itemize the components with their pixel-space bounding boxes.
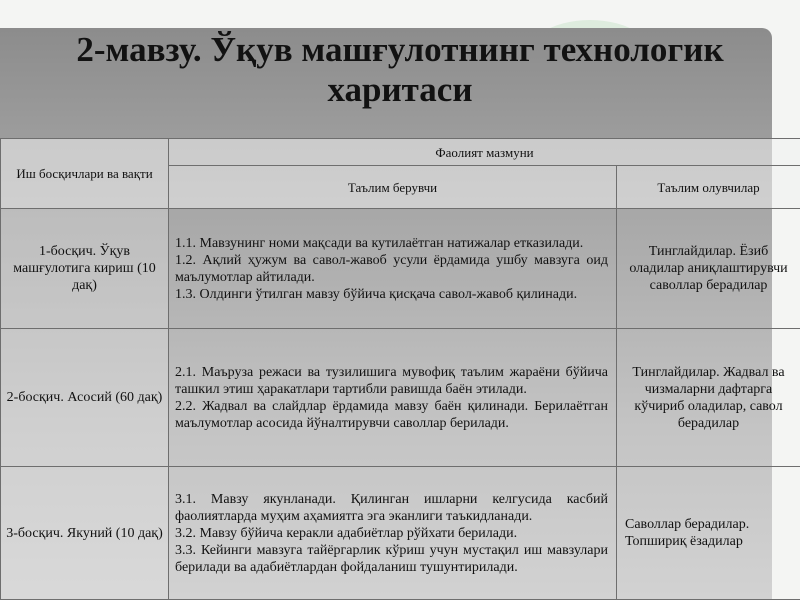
teacher-item: 3.1. Мавзу якунланади. Қилинган ишларни келгусида касбий фаолиятларда муҳим аҳамиятга эга эканлиги таъкидланади. xyxy=(175,491,608,524)
teacher-cell xyxy=(169,467,617,600)
learner-cell: Саволлар берадилар. Топшириқ ёзадилар xyxy=(617,467,800,600)
table-row xyxy=(1,467,800,600)
stage-cell: 2-босқич. Асосий (60 дақ) xyxy=(1,329,169,467)
teacher-item: 1.3. Олдинги ўтилган мавзу бўйича қисқача савол-жавоб қилинади. xyxy=(175,286,578,302)
page-title xyxy=(0,30,800,110)
teacher-cell xyxy=(169,209,617,329)
teacher-cell xyxy=(169,329,617,467)
table-row xyxy=(1,329,800,467)
teacher-item: 3.3. Кейинги мавзуга тайёргарлик кўриш учун мустақил иш мавзулари берилади ва адабиётлардан фойдаланиш тушунтирилади. xyxy=(175,542,608,575)
teacher-item: 1.1. Мавзунинг номи мақсади ва кутилаётган натижалар етказилади. xyxy=(175,235,584,251)
header-teacher: Таълим берувчи xyxy=(169,166,617,209)
header-learner: Таълим олувчилар xyxy=(617,166,800,209)
stage-cell: 3-босқич. Якуний (10 дақ) xyxy=(1,467,169,600)
teacher-item: 1.2. Ақлий ҳужум ва савол-жавоб усули ёрдамида ушбу мавзуга оид маълумотлар айтилади. xyxy=(175,252,608,285)
learner-cell: Тинглайдилар. Жадвал ва чизмаларни дафтарга кўчириб оладилар, савол берадилар xyxy=(617,329,800,467)
table-row xyxy=(1,209,800,329)
technology-map-table xyxy=(0,138,800,600)
teacher-item: 3.2. Мавзу бўйича керакли адабиётлар рўйхати берилади. xyxy=(175,525,518,541)
stage-cell: 1-босқич. Ўқув машғулотига кириш (10 дақ) xyxy=(1,209,169,329)
teacher-item: 2.1. Маъруза режаси ва тузилишига мувофиқ таълим жараёни бўйича ташкил этиш ҳаракатлари тартибли равишда баён этилади. xyxy=(175,364,608,397)
header-activity: Фаолият мазмуни xyxy=(169,139,800,166)
title-line: харитаси xyxy=(327,70,473,109)
teacher-item: 2.2. Жадвал ва слайдлар ёрдамида мавзу баён қилинади. Берилаётган маълумотлар асосида йўналтирувчи саволлар берилади. xyxy=(175,398,608,431)
header-stage: Иш босқичлари ва вақти xyxy=(1,139,169,209)
title-line: 2-мавзу. Ўқув машғулотнинг технологик xyxy=(76,30,724,69)
learner-cell: Тинглайдилар. Ёзиб оладилар аниқлаштирувчи саволлар берадилар xyxy=(617,209,800,329)
